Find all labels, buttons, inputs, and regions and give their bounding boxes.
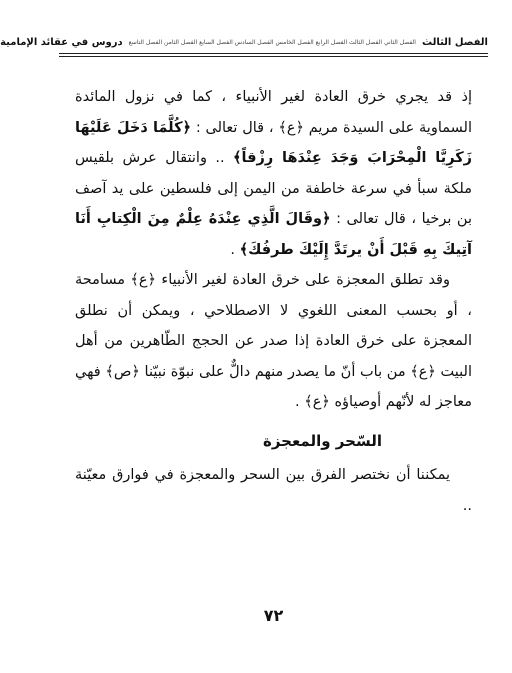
closing-paragraph: يمكننا أن نختصر الفرق بين السحر والمعجزة في فوارق معيّنة .. (75, 467, 472, 514)
page-number: ٧٢ (263, 606, 284, 625)
paragraph-1 (75, 82, 472, 265)
header-rule-second (59, 56, 488, 57)
header-rule (59, 53, 488, 54)
header-current-chapter: الفصل الثالث (421, 36, 488, 48)
quran-verse-2: ﴿وقَالَ الَّذِي عِنْدَهُ عِلْمٌ مِنَ الْكِتابِ أَنَا آتِيكَ بِهِ قَبْلَ أَنْ يرتَدَّ إِلَيْكَ طرفُكَ﴾ (75, 211, 472, 258)
page-body (75, 82, 472, 521)
header-chapter-list: الفصل الثاني الفصل الثالث الفصل الرابع الفصل الخامس الفصل السادس الفصل السابع الفصل الثامن الفصل التاسع (128, 38, 416, 46)
header-series-title: دروس في عقائد الإمامية (0, 36, 123, 48)
section-title: السّحر والمعجزة (262, 431, 382, 450)
paragraph-1-text-a: إذ قد يجري خرق العادة لغير الأنبياء ، كما في نزول المائدة السماوية على السيدة مريم ﴿ع﴾ ، قال تعالى : (75, 89, 473, 136)
paragraph-1-text-c: . (230, 241, 236, 258)
paragraph-1-text-b: .. وانتقال عرش بلقيس ملكة سبأ في سرعة خاطفة من اليمن إلى فلسطين على يد آصف بن برخيا ، قال تعالى : (75, 150, 472, 227)
paragraph-2: وقد تطلق المعجزة على خرق العادة لغير الأنبياء ﴿ع﴾ مسامحة ، أو بحسب المعنى اللغوي لا الاصطلاحي ، ويمكن أن نطلق المعجزة على خرق العادة إذا صدر عن الحجج الطّاهرين من أهل البيت ﴿ع﴾ من باب أنّ ما يصدر منهم دالٌّ على نبوّة نبيّنا ﴿ص﴾ فهي معاجز له لأنّهم أوصياؤه ﴿ع﴾ . (75, 272, 472, 410)
quran-verse-1: ﴿كُلَّمَا دَخَلَ عَلَيْهَا زَكَرِيَّا الْمِحْرَابَ وَجَدَ عِنْدَهَا رِزْقاً﴾ (75, 119, 472, 166)
running-header (0, 34, 488, 50)
